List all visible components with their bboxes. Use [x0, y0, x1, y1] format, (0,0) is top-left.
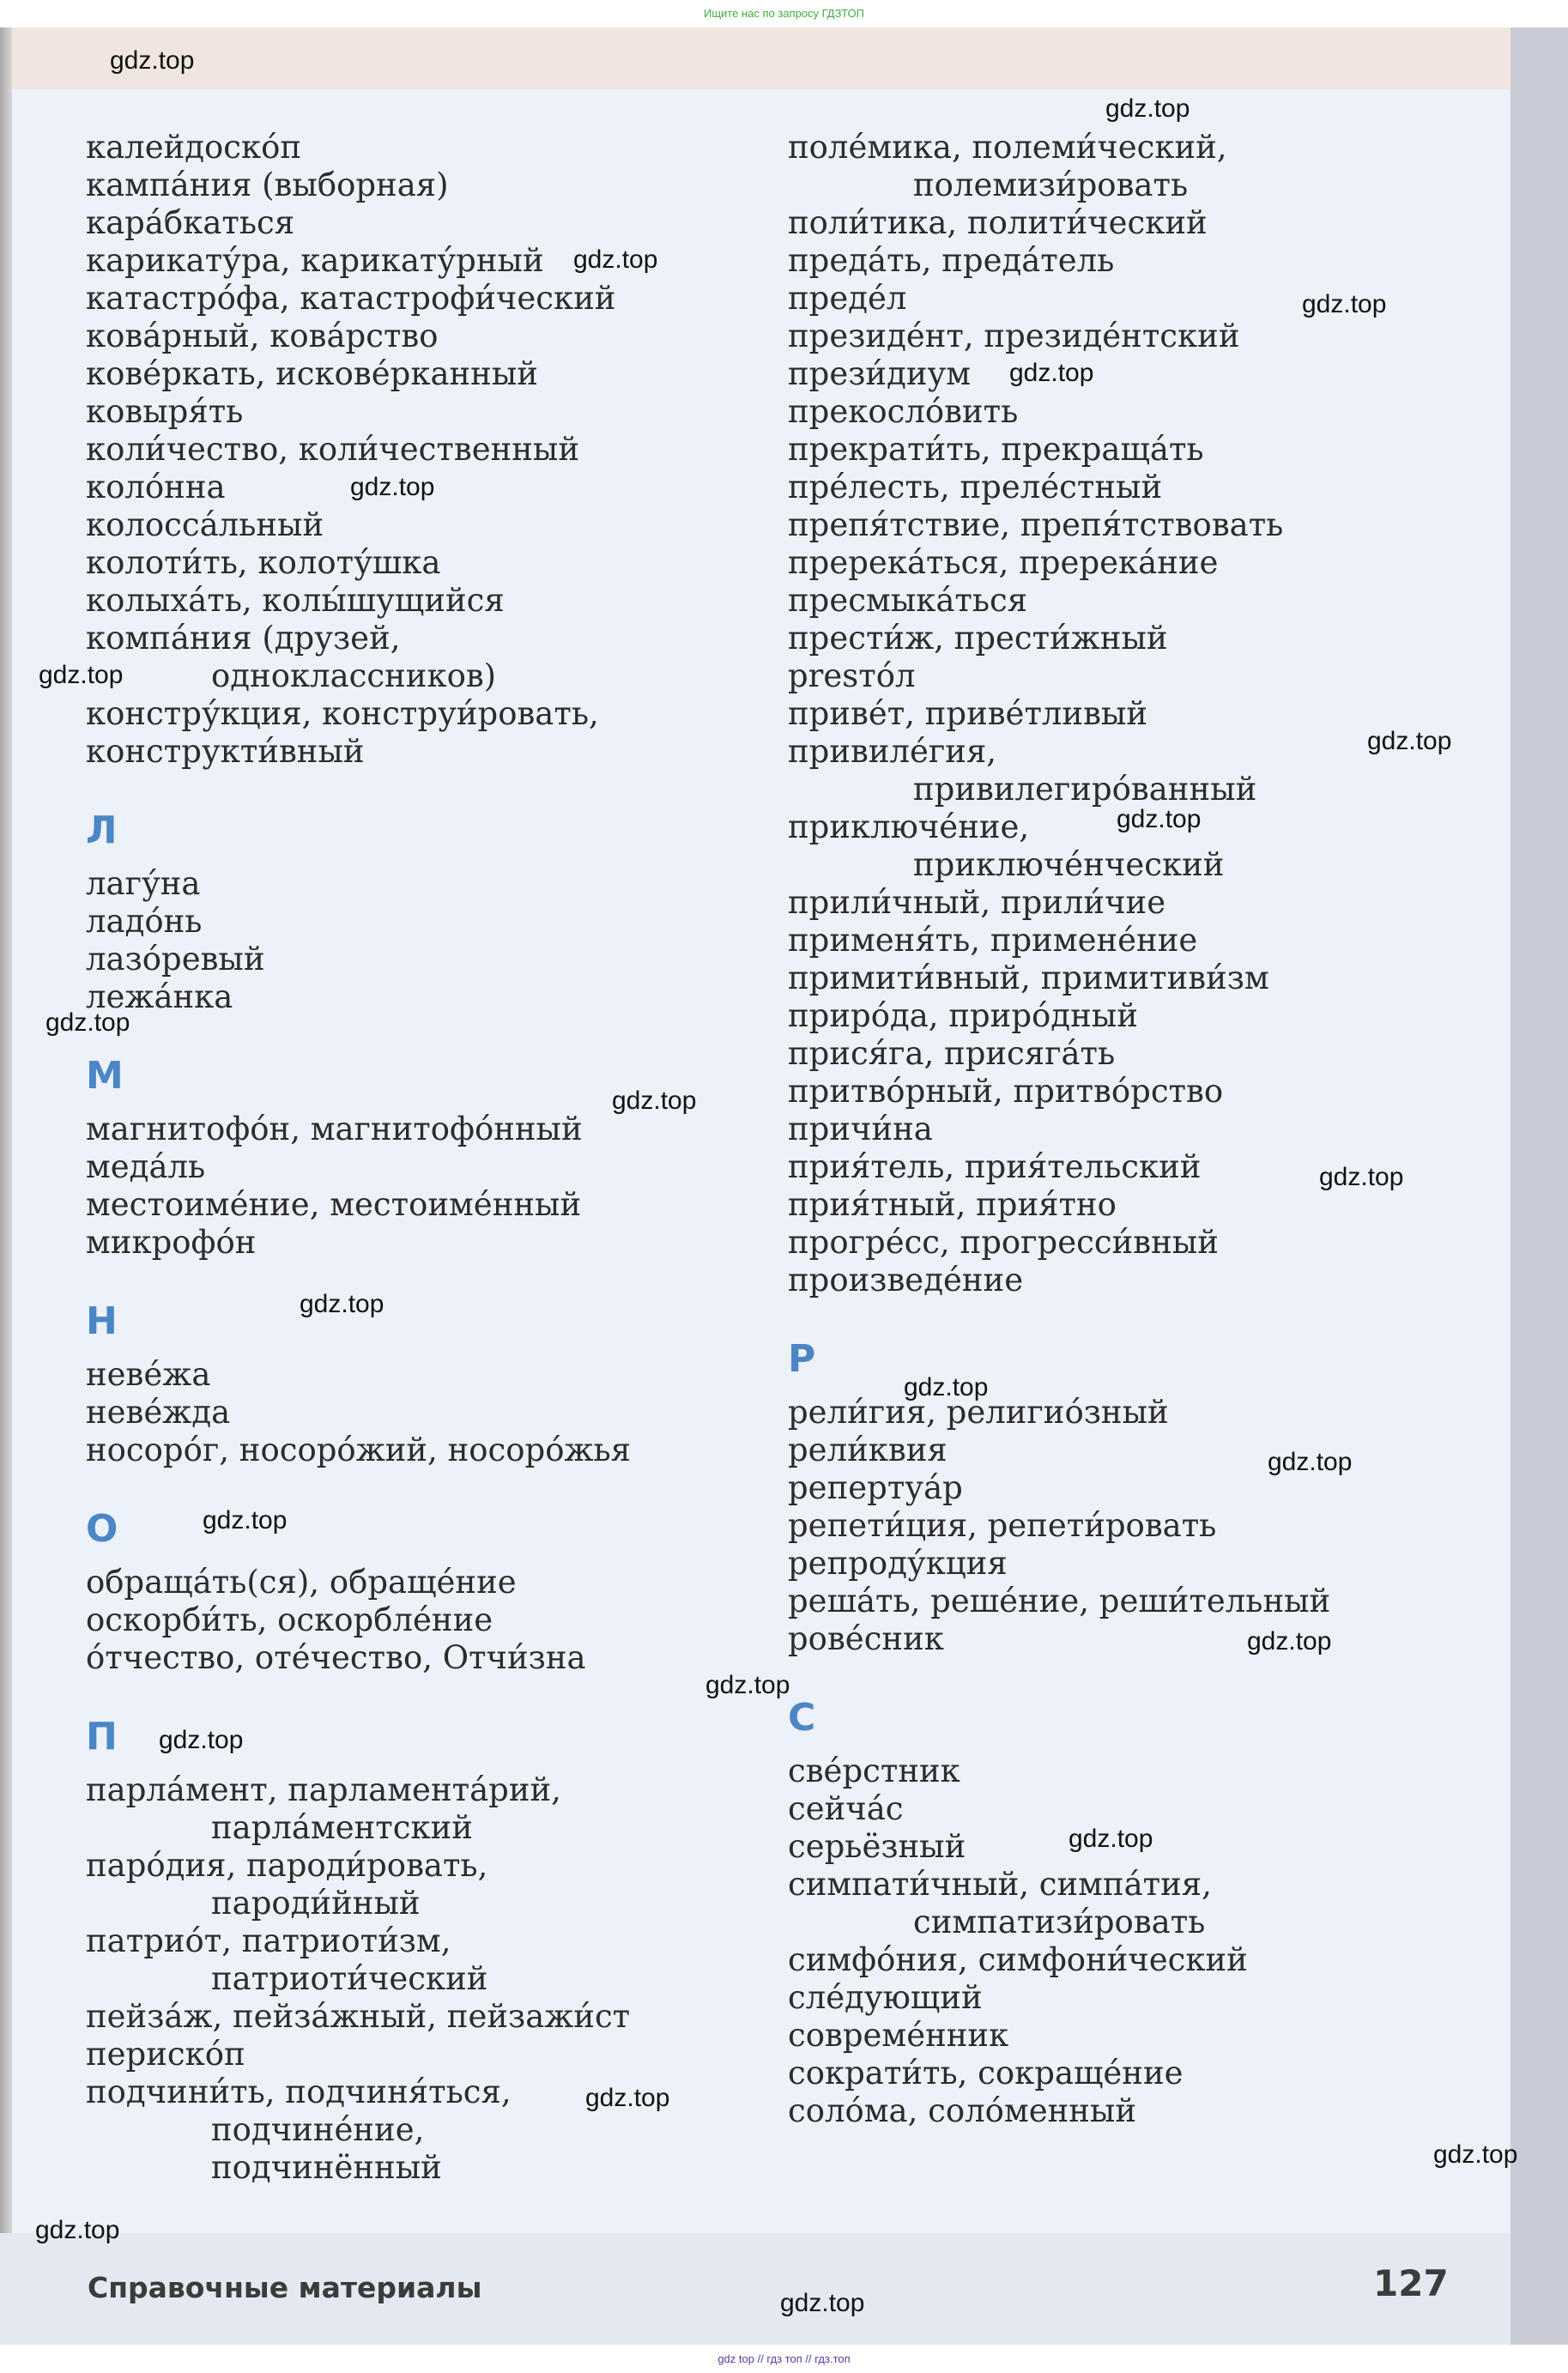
- page-number: 127: [1373, 2262, 1449, 2304]
- word-entry: прия́тный, прия́тно: [788, 1186, 1117, 1223]
- watermark: gdz.top: [1105, 94, 1190, 123]
- word-entry: колыха́ть, колы́шущийся: [86, 582, 505, 619]
- word-entry: кара́бкаться: [86, 204, 295, 241]
- watermark: gdz.top: [350, 473, 435, 501]
- word-entry: оскорби́ть, оскорбле́ние: [86, 1601, 493, 1638]
- watermark: gdz.top: [1268, 1448, 1353, 1476]
- word-entry: ковыря́ть: [86, 393, 244, 430]
- word-entry: серьёзный: [788, 1828, 966, 1865]
- word-entry: реша́ть, реше́ние, реши́тельный: [788, 1583, 1331, 1619]
- word-entry: пререка́ться, пререка́ние: [788, 544, 1219, 581]
- word-entry-continuation: подчине́ние,: [211, 2111, 425, 2148]
- word-entry: неве́жа: [86, 1356, 211, 1393]
- section-letter: С: [788, 1696, 816, 1740]
- word-entry: носоро́г, носоро́жий, носоро́жья: [86, 1432, 631, 1468]
- word-entry: препя́тствие, препя́тствовать: [788, 506, 1284, 543]
- word-entry: рели́гия, религио́зный: [788, 1394, 1169, 1431]
- word-entry: парла́мент, парламента́рий,: [86, 1771, 561, 1808]
- word-entry: пресмыка́ться: [788, 582, 1028, 619]
- watermark: gdz.top: [35, 2216, 120, 2244]
- word-entry: местоиме́ние, местоиме́нный: [86, 1186, 582, 1223]
- word-entry: лежа́нка: [86, 978, 233, 1015]
- word-entry: прися́га, присяга́ть: [788, 1035, 1116, 1072]
- word-entry: патрио́т, патриоти́зм,: [86, 1922, 451, 1959]
- watermark: gdz.top: [904, 1373, 989, 1401]
- word-entry-continuation: приключе́нческий: [913, 846, 1225, 883]
- word-entry: паро́дия, пароди́ровать,: [86, 1847, 488, 1884]
- watermark: gdz.top: [1433, 2140, 1518, 2169]
- section-letter: Л: [86, 808, 118, 852]
- section-letter: П: [86, 1715, 118, 1759]
- watermark: gdz.top: [1117, 805, 1202, 833]
- word-entry: прези́диум: [788, 355, 972, 392]
- word-entry: прия́тель, прия́тельский: [788, 1148, 1202, 1185]
- word-entry: калейдоско́п: [86, 129, 302, 166]
- word-entry-continuation: одноклассников): [211, 657, 497, 694]
- word-entry: сле́дующий: [788, 1979, 983, 2016]
- word-entry: президе́нт, президе́нтский: [788, 318, 1240, 354]
- word-entry: симфо́ния, симфони́ческий: [788, 1941, 1248, 1978]
- word-entry: репертуа́р: [788, 1469, 963, 1506]
- word-entry: привиле́гия,: [788, 733, 997, 770]
- word-entry: прести́ж, прести́жный: [788, 620, 1168, 657]
- word-entry: применя́ть, примене́ние: [788, 922, 1198, 959]
- word-entry: сократи́ть, сокраще́ние: [788, 2055, 1184, 2092]
- word-entry: колоти́ть, колоту́шка: [86, 544, 441, 581]
- word-entry: обраща́ть(ся), обраще́ние: [86, 1564, 517, 1601]
- word-entry-continuation: полемизи́ровать: [913, 166, 1189, 203]
- word-entry: приключе́ние,: [788, 808, 1030, 845]
- word-entry: поли́тика, полити́ческий: [788, 204, 1208, 241]
- word-entry: кова́рный, кова́рство: [86, 318, 439, 354]
- section-letter: Р: [788, 1337, 816, 1381]
- word-entry: репроду́кция: [788, 1545, 1008, 1582]
- word-entry: микрофо́н: [86, 1224, 257, 1261]
- word-entry: прекрати́ть, прекраща́ть: [788, 431, 1204, 468]
- word-entry: о́тчество, оте́чество, Отчи́зна: [86, 1639, 586, 1676]
- word-entry: прили́чный, прили́чие: [788, 884, 1166, 921]
- word-entry: симпати́чный, симпа́тия,: [788, 1866, 1212, 1903]
- word-entry-continuation: патриоти́ческий: [211, 1960, 488, 1997]
- word-entry: сейча́с: [788, 1790, 904, 1827]
- word-entry: преда́ть, преда́тель: [788, 242, 1115, 279]
- section-letter: О: [86, 1507, 118, 1551]
- bottom-watermark-strip: [0, 2345, 1568, 2373]
- word-entry-continuation: привилегиро́ванный: [913, 771, 1257, 808]
- word-entry: приро́да, приро́дный: [788, 997, 1138, 1034]
- word-entry: поле́мика, полеми́ческий,: [788, 129, 1227, 166]
- watermark: gdz.top: [705, 1671, 790, 1699]
- site-note: Ищите нас по запросу ГДЗТОП: [703, 7, 864, 20]
- word-entry: presто́л: [788, 657, 916, 694]
- word-entry: притво́рный, притво́рство: [788, 1073, 1224, 1110]
- word-entry: произведе́ние: [788, 1262, 1024, 1298]
- word-entry: прекосло́вить: [788, 393, 1019, 430]
- section-letter: М: [86, 1054, 124, 1098]
- word-entry: лазо́ревый: [86, 941, 265, 978]
- word-entry: периско́п: [86, 2036, 245, 2073]
- watermark: gdz.top: [1367, 727, 1452, 755]
- word-entry: причи́на: [788, 1111, 933, 1147]
- word-entry: кове́ркать, искове́рканный: [86, 355, 538, 392]
- bottom-strip-text: gdz top // гдз топ // гдз.топ: [717, 2352, 851, 2365]
- word-entry: прогре́сс, прогресси́вный: [788, 1224, 1219, 1261]
- word-entry: магнитофо́н, магнитофо́нный: [86, 1111, 583, 1147]
- left-word-column: [86, 129, 772, 2187]
- word-entry: колосса́льный: [86, 506, 324, 543]
- word-entry: коли́чество, коли́чественный: [86, 431, 580, 468]
- word-entry: пре́лесть, преле́стный: [788, 469, 1163, 505]
- watermark: gdz.top: [45, 1008, 130, 1037]
- watermark: gdz.top: [1069, 1825, 1153, 1853]
- word-entry: пейза́ж, пейза́жный, пейзажи́ст: [86, 1998, 631, 2035]
- word-entry-continuation: симпатизи́ровать: [913, 1904, 1206, 1940]
- watermark: gdz.top: [1319, 1163, 1404, 1191]
- word-entry: репети́ция, репети́ровать: [788, 1507, 1217, 1544]
- word-entry: лагу́на: [86, 865, 201, 902]
- word-entry: соло́ма, соло́менный: [788, 2092, 1137, 2129]
- watermark: gdz.top: [585, 2084, 670, 2112]
- book-spine-shadow: [0, 27, 12, 2345]
- word-entry: карикату́ра, карикату́рный: [86, 242, 544, 279]
- watermark: gdz.top: [1302, 290, 1387, 318]
- watermark: gdz.top: [1247, 1627, 1332, 1656]
- page-sheet: [0, 27, 1510, 2345]
- word-entry: меда́ль: [86, 1148, 206, 1185]
- word-entry: рели́квия: [788, 1432, 947, 1468]
- word-entry: совреме́нник: [788, 2017, 1009, 2054]
- word-entry-continuation: парла́ментский: [211, 1809, 473, 1846]
- word-entry: примити́вный, примитиви́зм: [788, 959, 1269, 996]
- word-entry: преде́л: [788, 280, 907, 317]
- watermark: gdz.top: [39, 661, 124, 689]
- word-entry: констру́кция, конструи́ровать,: [86, 695, 599, 732]
- watermark: gdz.top: [573, 245, 658, 274]
- word-entry-continuation: подчинённый: [211, 2149, 442, 2186]
- word-entry-continuation: пароди́йный: [211, 1885, 421, 1922]
- watermark: gdz.top: [110, 46, 195, 75]
- footer-title: Справочные материалы: [88, 2271, 482, 2304]
- page-top-band: [0, 27, 1510, 89]
- watermark: gdz.top: [203, 1506, 288, 1535]
- word-entry: све́рстник: [788, 1753, 960, 1789]
- word-entry: приве́т, приве́тливый: [788, 695, 1148, 732]
- word-entry: ладо́нь: [86, 903, 203, 940]
- site-note-bar: [0, 0, 1568, 27]
- watermark: gdz.top: [159, 1726, 244, 1754]
- word-entry: катастро́фа, катастрофи́ческий: [86, 280, 616, 317]
- word-entry: компа́ния (друзей,: [86, 620, 401, 657]
- watermark: gdz.top: [300, 1290, 384, 1318]
- watermark: gdz.top: [612, 1087, 697, 1115]
- watermark: gdz.top: [780, 2289, 865, 2317]
- watermark: gdz.top: [1009, 359, 1094, 387]
- section-letter: Н: [86, 1299, 118, 1343]
- word-entry: подчини́ть, подчиня́ться,: [86, 2073, 512, 2110]
- page-right-edge: [1510, 27, 1568, 2345]
- word-entry: кампа́ния (выборная): [86, 166, 449, 203]
- word-entry: конструкти́вный: [86, 733, 365, 770]
- word-entry: рове́сник: [788, 1620, 944, 1657]
- word-entry: неве́жда: [86, 1394, 231, 1431]
- word-entry: коло́нна: [86, 469, 226, 505]
